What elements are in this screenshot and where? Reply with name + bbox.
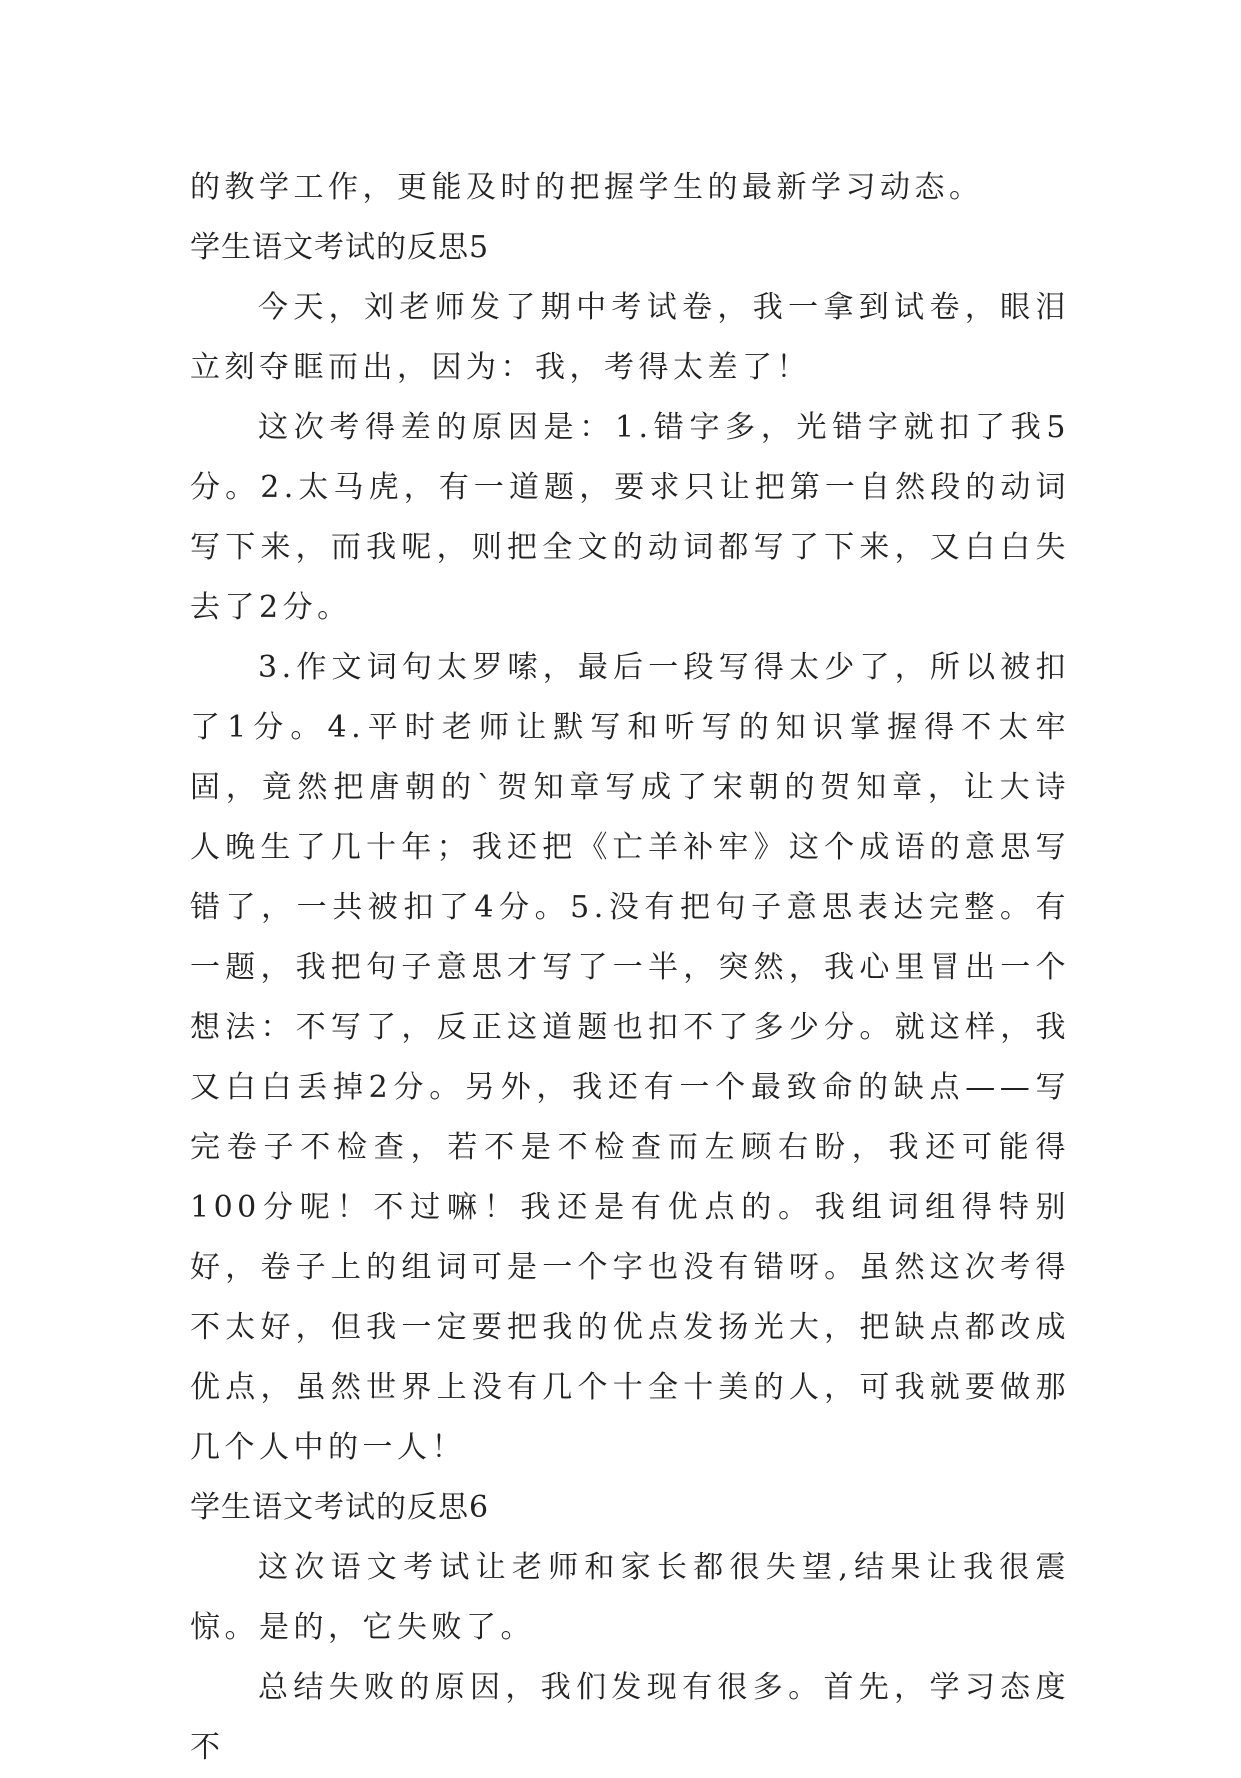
paragraph: 这次语文考试让老师和家长都很失望,结果让我很震惊。是的，它失败了。 — [190, 1550, 1070, 1645]
section-heading-6: 学生语文考试的反思6 — [190, 1490, 490, 1525]
paragraph-continuation: 的教学工作，更能及时的把握学生的最新学习动态。 — [190, 170, 984, 205]
paragraph: 3.作文词句太罗嗦，最后一段写得太少了，所以被扣了1分。4.平时老师让默写和听写的知识掌握得不太牢固，竟然把唐朝的`贺知章写成了宋朝的贺知章，让大诗人晚生了几十年；我还把《亡羊补牢》这个成语的意思写错了，一共被扣了4分。5.没有把句子意思表达完整。有一题，我把句子意思才写了一半，突然，我心里冒出一个想法：不写了，反正这道题也扣不了多少分。就这样，我又白白丢掉2分。另外，我还有一个最致命的缺点——写完卷子不检查，若不是不检查而左顾右盼，我还可能得100分呢！不过嘛！我还是有优点的。我组词组得特别好，卷子上的组词可是一个字也没有错呀。虽然这次考得不太好，但我一定要把我的优点发扬光大，把缺点都改成优点，虽然世界上没有几个十全十美的人，可我就要做那几个人中的一人！ — [190, 650, 1070, 1465]
section-heading-5: 学生语文考试的反思5 — [190, 230, 490, 265]
paragraph: 这次考得差的原因是：1.错字多，光错字就扣了我5分。2.太马虎，有一道题，要求只让把第一自然段的动词写下来，而我呢，则把全文的动词都写了下来，又白白失去了2分。 — [190, 410, 1070, 625]
paragraph: 总结失败的原因，我们发现有很多。首先，学习态度不 — [190, 1670, 1070, 1765]
document-body — [190, 158, 1070, 1778]
paragraph: 今天，刘老师发了期中考试卷，我一拿到试卷，眼泪立刻夺眶而出，因为：我，考得太差了！ — [190, 290, 1070, 385]
